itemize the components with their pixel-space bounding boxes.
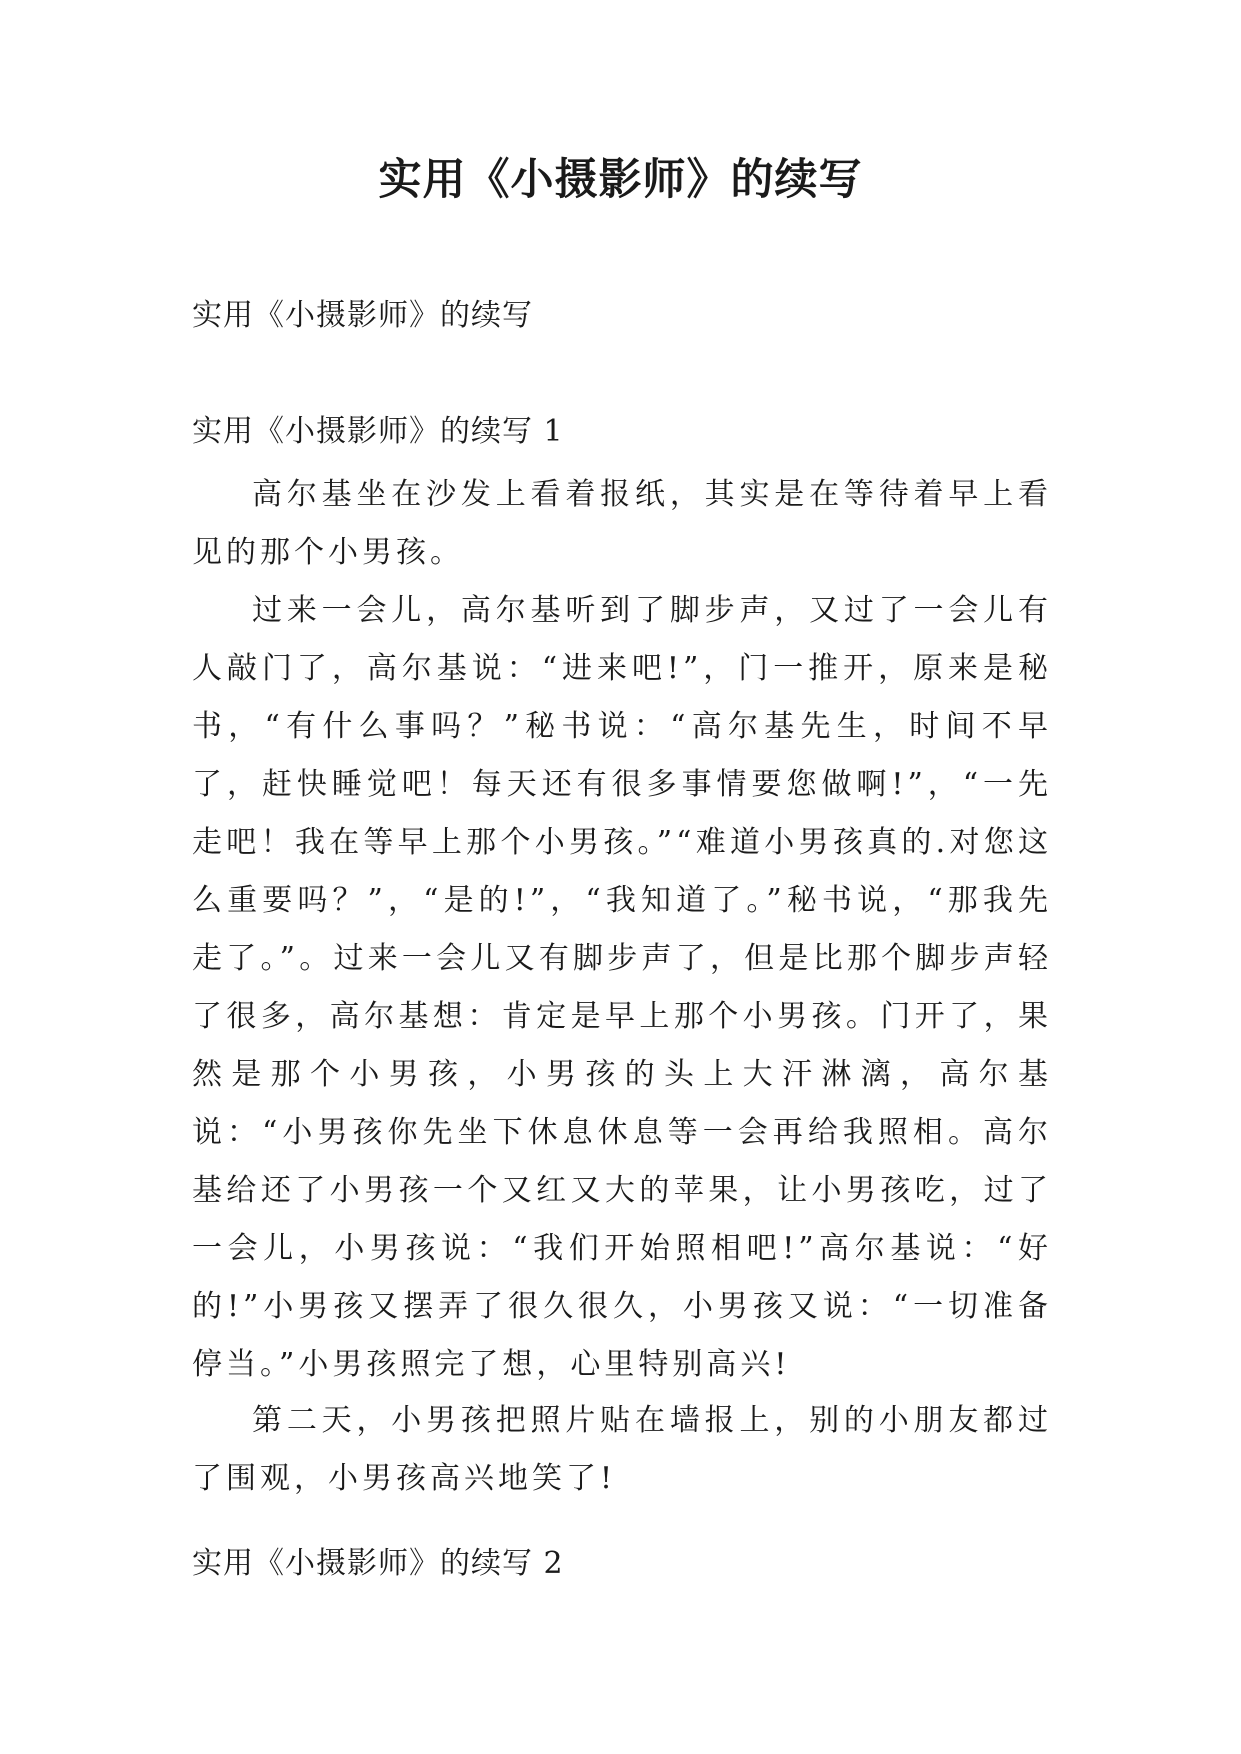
section-heading-2: 实用《小摄影师》的续写 2 [192,1546,564,1581]
paragraph-2 [192,582,1052,1394]
document-subtitle: 实用《小摄影师》的续写 [192,298,533,333]
paragraph-1 [192,466,1052,582]
document-title: 实用《小摄影师》的续写 [378,155,863,205]
paragraph-text: 高尔基坐在沙发上看着报纸，其实是在等待着早上看见的那个小男孩。 [192,477,1052,570]
section-heading-1: 实用《小摄影师》的续写 1 [192,414,564,449]
paragraph-text: 过来一会儿，高尔基听到了脚步声，又过了一会儿有人敲门了，高尔基说：“进来吧!”，门一推开，原来是秘书，“有什么事吗？”秘书说：“高尔基先生，时间不早了，赶快睡觉吧！每天还有很多事情要您做啊!”，“一先走吧！我在等早上那个小男孩。”“难道小男孩真的.对您这么重要吗？”，“是的!”，“我知道了。”秘书说，“那我先走了。”。过来一会儿又有脚步声了，但是比那个脚步声轻了很多，高尔基想：肯定是早上那个小男孩。门开了，果然是那个小男孩，小男孩的头上大汗淋漓，高尔基说：“小男孩你先坐下休息休息等一会再给我照相。高尔基给还了小男孩一个又红又大的苹果，让小男孩吃，过了一会儿，小男孩说：“我们开始照相吧!”高尔基说：“好的!”小男孩又摆弄了很久很久，小男孩又说：“一切准备停当。”小男孩照完了想，心里特别高兴! [192,593,1052,1382]
paragraph-text: 第二天，小男孩把照片贴在墙报上，别的小朋友都过了围观，小男孩高兴地笑了! [192,1403,1052,1496]
paragraph-3 [192,1392,1052,1508]
